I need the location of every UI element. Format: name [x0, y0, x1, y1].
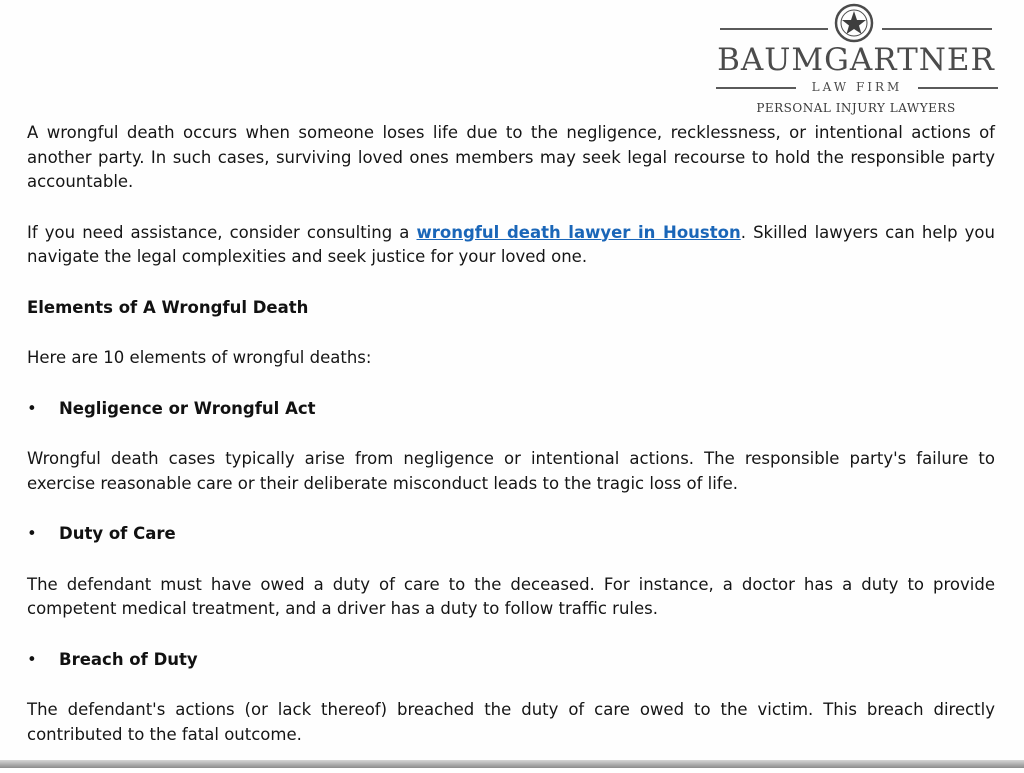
- list-item: [27, 648, 995, 673]
- list-item-title: Breach of Duty: [59, 649, 198, 669]
- star-icon: [833, 2, 875, 44]
- logo-subtitle-row: [714, 78, 998, 96]
- list-item-title: Duty of Care: [59, 524, 176, 543]
- assistance-text-end: . Skilled lawyers can help you navigate the legal complexities and seek justice for your loved one.: [27, 222, 995, 266]
- logo-subtitle: LAW FIRM: [811, 80, 903, 94]
- page-bottom-border: [0, 760, 1024, 768]
- list-item: [27, 397, 995, 422]
- logo-divider: [918, 87, 998, 89]
- section-heading: Elements of A Wrongful Death: [27, 297, 309, 317]
- list-item-body: Wrongful death cases typically arise from negligence or intentional actions. The responsible party's failure to exercise reasonable care or their deliberate misconduct leads to the tragic loss of life.: [27, 449, 995, 493]
- logo-tagline: PERSONAL INJURY LAWYERS: [756, 101, 956, 115]
- list-item-title: Negligence or Wrongful Act: [59, 398, 316, 418]
- article-body: [27, 121, 995, 773]
- houston-lawyer-link[interactable]: wrongful death lawyer in Houston: [416, 222, 741, 242]
- bullet-icon: •: [27, 524, 37, 543]
- bullet-icon: •: [27, 398, 37, 418]
- list-intro: Here are 10 elements of wrongful deaths:: [27, 348, 372, 367]
- logo-firm-name: BAUMGARTNER: [717, 42, 995, 78]
- intro-paragraph: A wrongful death occurs when someone loses life due to the negligence, recklessness, or intentional actions of another party. In such cases, surviving loved ones members may seek legal recourse to hold the responsible party accountable.: [27, 123, 995, 191]
- logo-divider: [720, 28, 828, 30]
- firm-logo: [714, 2, 998, 118]
- logo-divider: [716, 87, 796, 89]
- logo-divider: [882, 28, 992, 30]
- assistance-text: If you need assistance, consider consulting a: [27, 222, 417, 242]
- list-item-body: The defendant must have owed a duty of care to the deceased. For instance, a doctor has a duty to provide competent medical treatment, and a driver has a duty to follow traffic rules.: [27, 574, 995, 618]
- list-item-body: The defendant's actions (or lack thereof) breached the duty of care owed to the victim. This breach directly contributed to the fatal outcome.: [27, 700, 995, 744]
- assistance-paragraph: [27, 221, 995, 270]
- bullet-icon: •: [27, 649, 37, 669]
- list-item: [27, 522, 995, 547]
